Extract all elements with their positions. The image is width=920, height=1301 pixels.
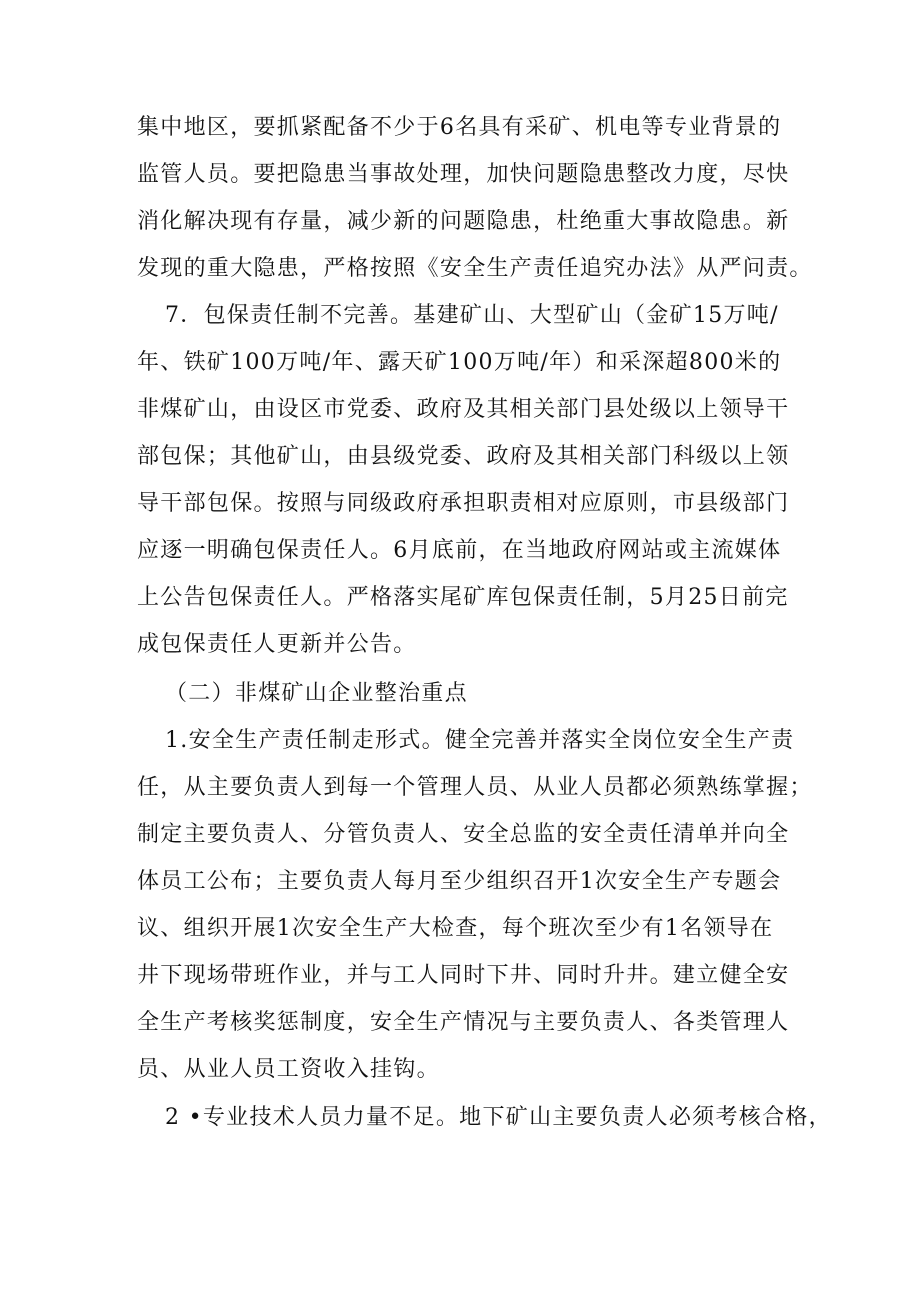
paragraph-line: 任，从主要负责人到每一个管理人员、从业人员都必须熟练掌握；	[137, 775, 813, 800]
paragraph-line: 体员工公布；主要负责人每月至少组织召开1次安全生产专题会	[137, 869, 782, 894]
paragraph-line: 井下现场带班作业，并与工人同时下井、同时升井。建立健全安	[137, 963, 790, 988]
paragraph-line: 员、从业人员工资收入挂钩。	[137, 1057, 440, 1082]
paragraph-line: 部包保；其他矿山，由县级党委、政府及其相关部门科级以上领	[137, 444, 790, 469]
paragraph-line: 制定主要负责人、分管负责人、安全总监的安全责任清单并向全	[137, 822, 790, 847]
paragraph-line: 导干部包保。按照与同级政府承担职责相对应原则，市县级部门	[137, 491, 790, 516]
paragraph-line: 监管人员。要把隐患当事故处理，加快问题隐患整改力度，尽快	[137, 162, 790, 187]
paragraph-line: 非煤矿山，由设区市党委、政府及其相关部门县处级以上领导干	[137, 397, 790, 422]
paragraph-line: 2 •专业技术人员力量不足。地下矿山主要负责人必须考核合格，	[165, 1105, 832, 1130]
paragraph-line: 年、铁矿100万吨/年、露天矿100万吨/年）和采深超800米的	[137, 350, 782, 375]
paragraph-line: 上公告包保责任人。严格落实尾矿库包保责任制，5月25日前完	[137, 585, 789, 610]
paragraph-line: 消化解决现有存量，减少新的问题隐患，杜绝重大事故隐患。新	[137, 209, 790, 234]
paragraph-line: 议、组织开展1次安全生产大检查，每个班次至少有1名领导在	[137, 916, 774, 941]
paragraph-line: 成包保责任人更新并公告。	[137, 632, 417, 657]
paragraph-line: 应逐一明确包保责任人。6月底前，在当地政府网站或主流媒体	[137, 538, 782, 563]
paragraph-line: 集中地区，要抓紧配备不少于6名具有采矿、机电等专业背景的	[137, 115, 782, 140]
paragraph-line: 发现的重大隐患，严格按照《安全生产责任追究办法》从严问责。	[137, 256, 813, 281]
paragraph-line: 1.安全生产责任制走形式。健全完善并落实全岗位安全生产责	[165, 728, 795, 753]
paragraph-line: 7．包保责任制不完善。基建矿山、大型矿山（金矿15万吨/	[165, 303, 779, 328]
section-heading: （二）非煤矿山企业整治重点	[165, 681, 468, 706]
paragraph-line: 全生产考核奖惩制度，安全生产情况与主要负责人、各类管理人	[137, 1010, 790, 1035]
